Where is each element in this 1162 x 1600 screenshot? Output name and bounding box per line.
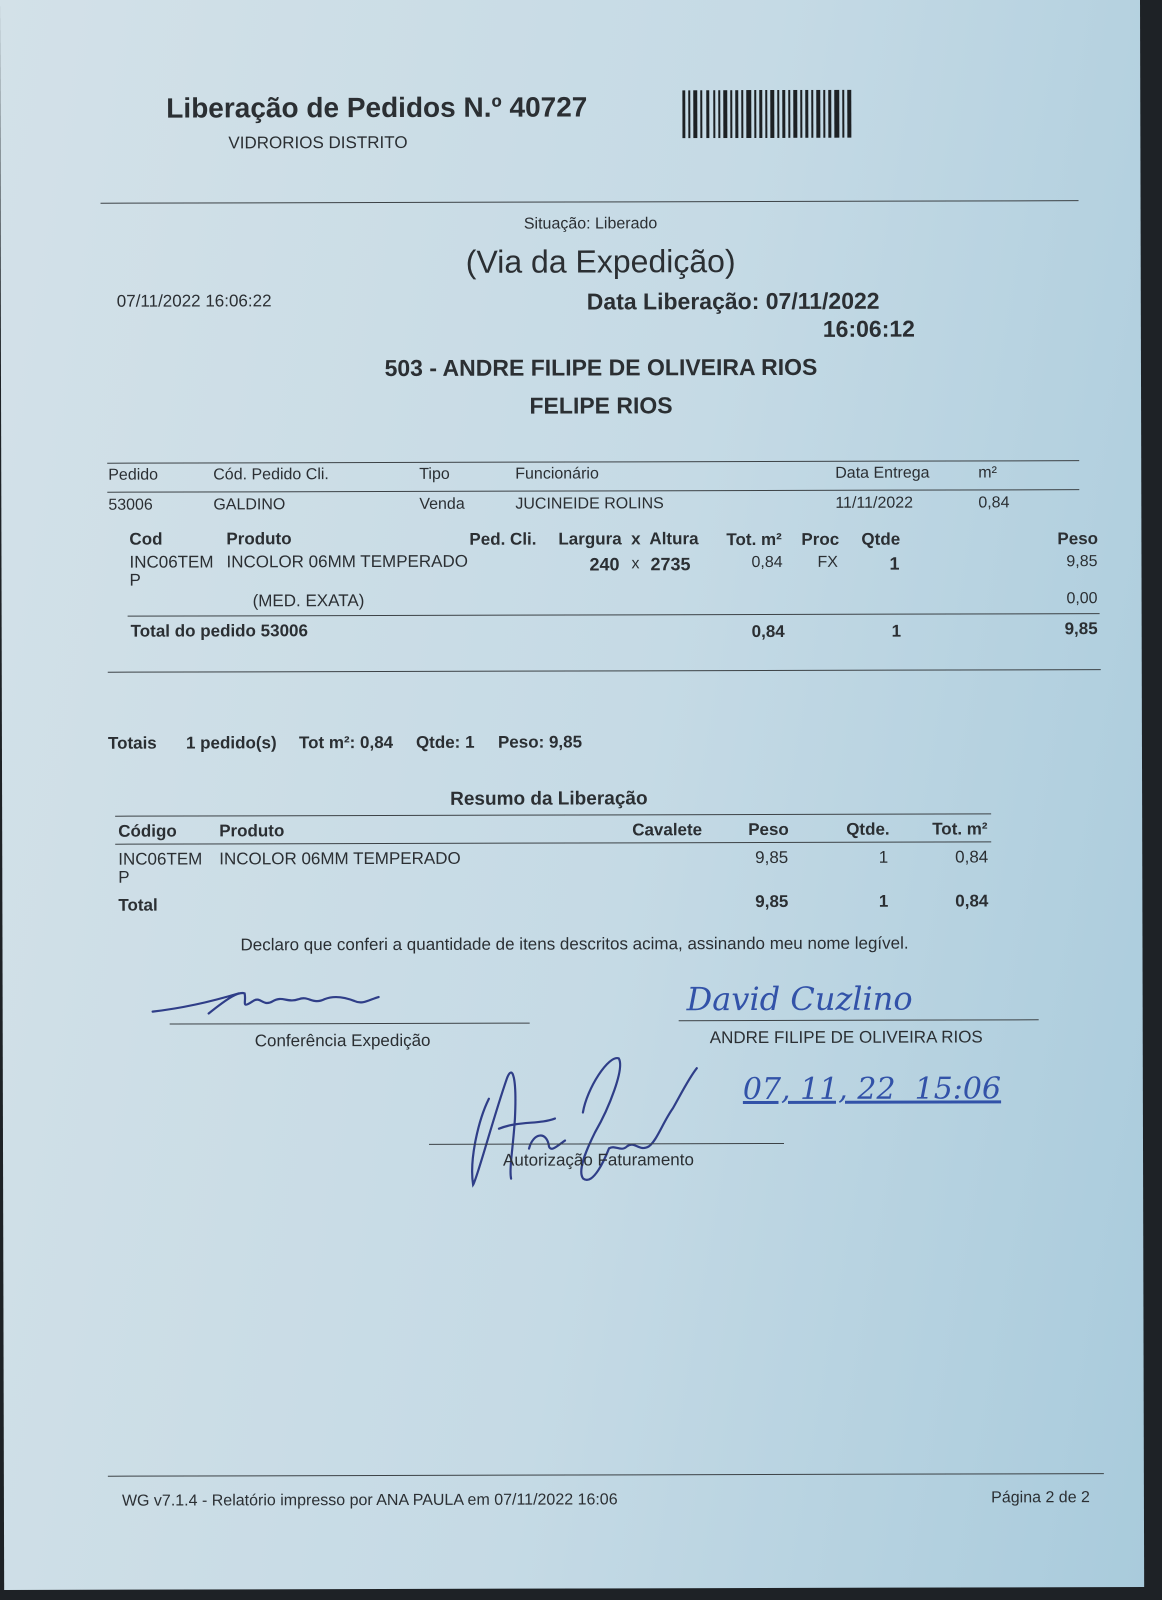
totais-qtde: Qtde: 1 bbox=[415, 732, 475, 752]
item-col-produto: Produto bbox=[226, 529, 292, 549]
situacao-text: Situação: Liberado bbox=[523, 215, 658, 233]
totais-pedidos: 1 pedido(s) bbox=[185, 733, 277, 753]
totais-peso: Peso: 9,85 bbox=[497, 732, 583, 752]
barcode bbox=[682, 90, 852, 138]
document-title: Liberação de Pedidos N.º 40727 bbox=[166, 91, 588, 124]
footer-divider bbox=[108, 1473, 1104, 1477]
col-pedido: Pedido bbox=[108, 466, 159, 484]
client-name: 503 - ANDRE FILIPE DE OLIVEIRA RIOS bbox=[384, 353, 818, 381]
resumo-qtde: 1 bbox=[878, 847, 889, 867]
resumo-col-codigo: Código bbox=[118, 821, 177, 841]
client-alias: FELIPE RIOS bbox=[529, 392, 673, 419]
col-cod-pedido-cli: Cód. Pedido Cli. bbox=[213, 466, 329, 484]
pedido-bottom-divider bbox=[108, 669, 1101, 673]
item-col-ped-cli: Ped. Cli. bbox=[469, 529, 537, 549]
handwritten-date: 07, 11, 22 15:06 bbox=[742, 1071, 1002, 1108]
pedido-funcionario: JUCINEIDE ROLINS bbox=[515, 495, 664, 513]
item-cod-line2: P bbox=[129, 570, 141, 590]
line-client bbox=[679, 1019, 1039, 1021]
resumo-col-cavalete: Cavalete bbox=[632, 820, 703, 840]
item-peso: 9,85 bbox=[1066, 553, 1098, 571]
item-col-peso: Peso bbox=[1057, 529, 1099, 549]
pedido-header-divider bbox=[107, 489, 1079, 493]
pedido-m2: 0,84 bbox=[978, 494, 1010, 512]
resumo-tot-m2: 0,84 bbox=[955, 847, 989, 867]
pedido-total-m2: 0,84 bbox=[751, 621, 785, 642]
label-autorizacao: Autorização Faturamento bbox=[503, 1150, 694, 1170]
pedido-top-divider bbox=[107, 460, 1079, 464]
data-liberacao: Data Liberação: 07/11/2022 bbox=[586, 287, 880, 315]
resumo-total-peso: 9,85 bbox=[755, 891, 789, 912]
signature-conferencia bbox=[149, 987, 399, 1018]
pedido-total-label: Total do pedido 53006 bbox=[130, 621, 308, 641]
col-funcionario: Funcionário bbox=[515, 465, 599, 483]
item-tot-m2: 0,84 bbox=[751, 553, 783, 572]
resumo-total-label: Total bbox=[118, 895, 158, 915]
footer-page-number: Página 2 de 2 bbox=[991, 1489, 1090, 1507]
item-cod-line1: INC06TEM bbox=[129, 552, 214, 572]
footer-printed-by: WG v7.1.4 - Relatório impresso por ANA PAULA em 07/11/2022 16:06 bbox=[121, 1491, 618, 1510]
item-col-proc: Proc bbox=[801, 529, 840, 549]
col-tipo: Tipo bbox=[419, 465, 450, 483]
resumo-col-qtde: Qtde. bbox=[846, 819, 890, 839]
resumo-top-divider bbox=[115, 813, 991, 816]
item-x: x bbox=[631, 555, 640, 573]
resumo-total-tot-m2: 0,84 bbox=[955, 891, 989, 911]
label-client: ANDRE FILIPE DE OLIVEIRA RIOS bbox=[709, 1027, 983, 1048]
line-conferencia bbox=[170, 1023, 530, 1025]
pedido-total-divider bbox=[128, 613, 1100, 617]
pedido-tipo: Venda bbox=[419, 495, 465, 513]
pedido-total-qtde: 1 bbox=[891, 621, 902, 641]
resumo-title: Resumo da Liberação bbox=[450, 788, 648, 810]
item-col-cod: Cod bbox=[129, 529, 163, 549]
resumo-total-qtde: 1 bbox=[878, 891, 889, 911]
handwritten-name: David Cuzlino bbox=[686, 979, 913, 1019]
totais-tot-m2: Tot m²: 0,84 bbox=[298, 732, 394, 753]
pedido-cod-cli: GALDINO bbox=[213, 496, 286, 514]
pedido-data-entrega: 11/11/2022 bbox=[835, 494, 914, 512]
resumo-produto: INCOLOR 06MM TEMPERADO bbox=[219, 848, 461, 869]
col-m2: m² bbox=[978, 464, 997, 482]
col-data-entrega: Data Entrega bbox=[835, 464, 930, 482]
resumo-codigo-line2: P bbox=[118, 867, 130, 887]
pedido-total-peso: 9,85 bbox=[1064, 619, 1098, 639]
item-altura: 2735 bbox=[650, 554, 691, 575]
item-med-exata: (MED. EXATA) bbox=[252, 591, 365, 611]
via-title: (Via da Expedição) bbox=[465, 243, 736, 280]
resumo-peso: 9,85 bbox=[755, 847, 789, 868]
totais-label: Totais bbox=[107, 733, 157, 753]
resumo-codigo-line1: INC06TEM bbox=[118, 849, 203, 869]
company-name: VIDRORIOS DISTRITO bbox=[228, 132, 408, 153]
item-largura: 240 bbox=[589, 554, 620, 575]
item-col-largura-altura: Largura x Altura bbox=[558, 529, 699, 549]
item-col-qtde: Qtde bbox=[861, 529, 901, 549]
item-med-exata-peso: 0,00 bbox=[1066, 590, 1098, 608]
item-col-tot-m2: Tot. m² bbox=[726, 529, 782, 550]
label-conferencia: Conferência Expedição bbox=[254, 1030, 431, 1051]
header-divider bbox=[101, 200, 1079, 204]
resumo-col-produto: Produto bbox=[219, 821, 285, 841]
item-proc: FX bbox=[817, 553, 838, 571]
item-qtde: 1 bbox=[889, 553, 900, 574]
resumo-col-peso: Peso bbox=[748, 819, 789, 840]
pedido-number: 53006 bbox=[108, 496, 153, 514]
data-liberacao-time: 16:06:12 bbox=[822, 315, 915, 342]
resumo-header-divider bbox=[115, 841, 991, 844]
declaration-text: Declaro que conferi a quantidade de itens descritos acima, assinando meu nome legível. bbox=[240, 933, 909, 955]
item-produto: INCOLOR 06MM TEMPERADO bbox=[226, 551, 469, 572]
resumo-col-tot-m2: Tot. m² bbox=[932, 819, 988, 839]
printed-datetime: 07/11/2022 16:06:22 bbox=[116, 291, 272, 311]
